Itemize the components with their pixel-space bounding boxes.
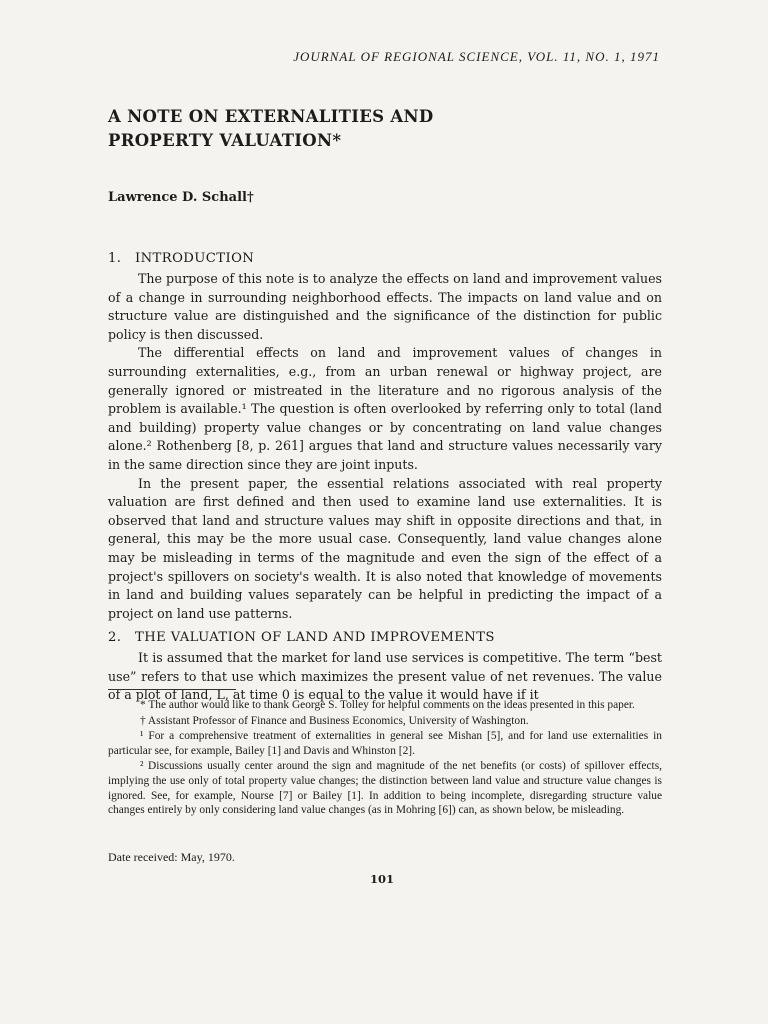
article-title — [108, 105, 433, 153]
footnote-divider — [108, 689, 236, 690]
section-heading-valuation — [108, 627, 662, 649]
footnote: † Assistant Professor of Finance and Business Economics, University of Washington. — [140, 714, 529, 727]
section-heading-introduction — [108, 248, 662, 270]
section-number: 1. — [108, 251, 122, 266]
title-line-2: PROPERTY VALUATION* — [108, 131, 342, 150]
footnote: ¹ For a comprehensive treatment of externalities in general see Mishan [5], and for land use externalities in particular see, for example, Bailey [1] and Davis and Whinston [2]. — [108, 730, 662, 757]
footnotes — [108, 698, 662, 819]
paragraph: It is assumed that the market for land use services is competitive. The term “best use” refers to that use which maximizes the present value of net revenues. The value of a plot of land, L, at time 0 is equal to the value it would have if it — [108, 650, 662, 703]
page-number: 101 — [370, 872, 395, 886]
footnote: * The author would like to thank George S. Tolley for helpful comments on the ideas presented in this paper. — [140, 699, 635, 711]
section-title: THE VALUATION OF LAND AND IMPROVEMENTS — [135, 630, 495, 646]
date-received: Date received: May, 1970. — [108, 850, 235, 864]
running-head: JOURNAL OF REGIONAL SCIENCE, VOL. 11, NO. 1, 1971 — [293, 49, 660, 64]
paragraph: The differential effects on land and improvement values of changes in surrounding externalities, e.g., from an urban renewal or highway project, are generally ignored or mistreated in the literature and no rigorous analysis of the problem is available.¹ The question is often overlooked by referring only to total (land and building) property value changes or by concentrating on land value changes alone.² Rothenberg [8, p. 261] argues that land and structure values necessarily vary in the same direction since they are joint inputs. — [108, 345, 662, 472]
author-name: Lawrence D. Schall† — [108, 190, 254, 205]
paragraph: In the present paper, the essential relations associated with real property valuation are first defined and then used to examine land use externalities. It is observed that land and structure values may shift in opposite directions and that, in general, this may be the more usual case. Consequently, land value changes alone may be misleading in terms of the magnitude and even the sign of the effect of a project's spillovers on society's wealth. It is also noted that knowledge of movements in land and building values separately can be helpful in predicting the impact of a project on land use patterns. — [108, 475, 662, 621]
footnote: ² Discussions usually center around the sign and magnitude of the net benefits (or costs) of spillover effects, implying the use only of total property value changes; the distinction between land value and structure value changes is ignored. See, for example, Nourse [7] or Bailey [1]. In addition to being incomplete, disregarding structure value changes entirely by only considering land value changes (as in Mohring [6]) can, as shown below, be misleading. — [108, 760, 662, 817]
title-line-1: A NOTE ON EXTERNALITIES AND — [108, 107, 434, 126]
section-title: INTRODUCTION — [135, 251, 255, 266]
article-body — [108, 248, 662, 705]
paragraph: The purpose of this note is to analyze the effects on land and improvement values of a change in surrounding neighborhood effects. The impacts on land value and on structure value are distinguished and the significance of the distinction for public policy is then discussed. — [108, 271, 662, 342]
section-number: 2. — [108, 630, 122, 646]
